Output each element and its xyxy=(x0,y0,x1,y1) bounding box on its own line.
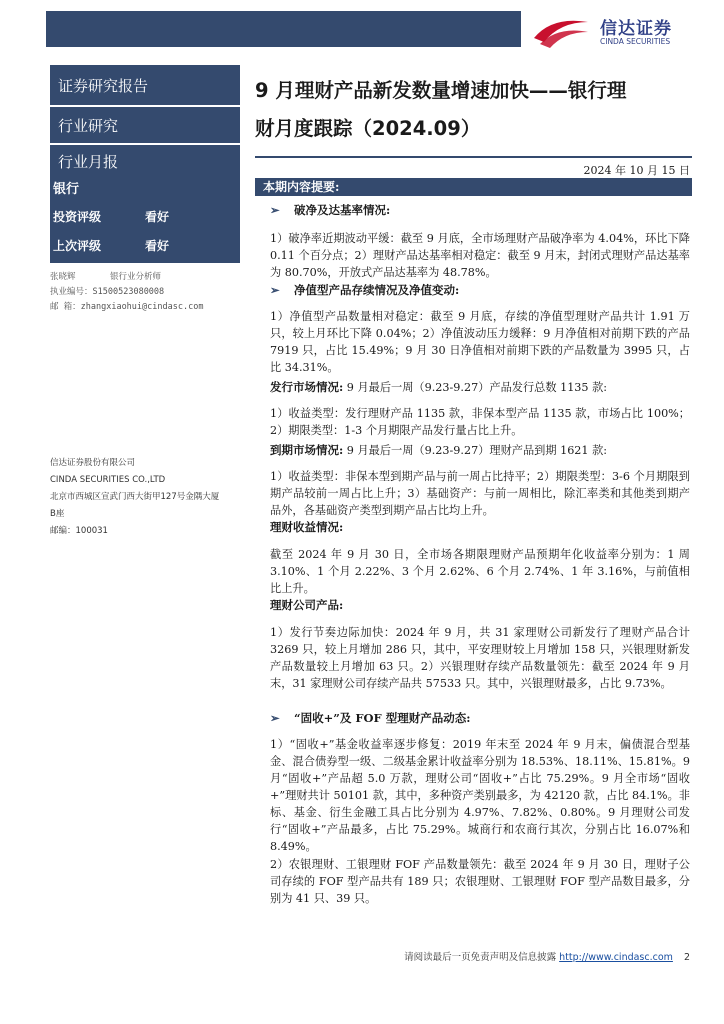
rating-label: 投资评级 xyxy=(53,210,102,224)
company-info xyxy=(50,455,245,540)
section-heading-text: 破净及达基率情况: xyxy=(294,203,391,217)
footer-link[interactable]: http://www.cindasc.com xyxy=(559,952,673,963)
analyst-role: 银行业分析师 xyxy=(110,272,162,282)
section-heading-2 xyxy=(270,282,690,299)
section-heading-text: 发行市场情况: xyxy=(270,380,344,394)
paragraph-3: 1）收益类型：发行理财产品 1135 款，非保本型产品 1135 款，市场占比 100%；2）期限类型：1-3 个月期限产品发行量占比上升。 xyxy=(270,407,690,437)
analyst-email[interactable]: zhangxiaohui@cindasc.com xyxy=(80,302,204,312)
paragraph-8: 2）农银理财、工银理财 FOF 产品数量领先：截至 2024 年 9 月 30 日，理财子公司存续的 FOF 型产品共有 189 只；农银理财、工银理财 FOF 型产品数目最多，分别为 41 只、39 只。 xyxy=(270,858,690,905)
paragraph-7: 1）“固收+”基金收益率逐步修复：2019 年末至 2024 年 9 月末，偏债混合型基金、混合债券型一级、二级基金累计收益率分别为 18.53%、18.11%、15.81%。9 月“固收+”产品超 5.0 万款，理财公司“固收+”占比 75.29%。9 月全市场“固收+”理财共计 50101 款，其中，多种资产类别最多，为 42120 款，占比 84.1%。非标、基金、衍生金融工具占比分别为 4.97%、7.82%、0.80%。9 月理财公司发行“固收+”产品最多，占比 75.29%。城商行和农商行其次，分别占比 16.07%和 8.49%。 xyxy=(270,738,690,853)
section-heading-text: 到期市场情况: xyxy=(270,443,344,457)
prev-rating-value: 看好 xyxy=(145,239,170,253)
company-address-2: B座 xyxy=(50,509,65,519)
paragraph-6: 1）发行节奏边际加快：2024 年 9 月，共 31 家理财公司新发行了理财产品合计 3269 只，较上月增加 286 只，其中，平安理财较上月增加 158 只，兴银理财新发产品数量较上月增加 63 只。2）兴银理财存续产品数量领先：截至 2024 年 9 月末，31 家理财公司存续产品共 57533 只。其中，兴银理财最多，占比 9.73%。 xyxy=(270,626,690,690)
section-heading-text: 净值型产品存续情况及净值变动: xyxy=(294,283,460,297)
email-label: 邮 箱： xyxy=(50,302,81,312)
section-heading-7 xyxy=(270,710,690,727)
logo-name-cn: 信达证券 xyxy=(600,19,672,39)
report-type-label: 证券研究报告 xyxy=(50,65,240,105)
section-heading-4 xyxy=(270,442,690,459)
arrow-icon: ➢ xyxy=(270,711,280,725)
cinda-logo xyxy=(530,12,710,52)
paragraph-4: 1）收益类型：非保本型到期产品与前一周占比持平；2）期限类型：3-6 个月期限到期产品较前一周占比上升；3）基础资产：与前一周相比，除汇率类和其他类到期产品外，各基础资产类型到期产品占比均上升。 xyxy=(270,470,690,517)
summary-heading: 本期内容提要: xyxy=(255,178,692,196)
arrow-icon: ➢ xyxy=(270,283,280,297)
rating-value: 看好 xyxy=(145,210,170,224)
title-line-2: 财月度跟踪（2024.09） xyxy=(255,117,481,140)
section-heading-detail: 9 月最后一周（9.23-9.27）产品发行总数 1135 款: xyxy=(343,381,608,394)
arrow-icon: ➢ xyxy=(270,203,280,217)
title-divider xyxy=(255,156,692,158)
disclaimer-note: 请阅读最后一页免责声明及信息披露 xyxy=(404,952,557,963)
analyst-info xyxy=(50,270,250,315)
section-heading-1 xyxy=(270,202,690,219)
title-line-1: 9 月理财产品新发数量增速加快——银行理 xyxy=(255,79,627,102)
paragraph-2: 1）净值型产品数量相对稳定：截至 9 月底，存续的净值型理财产品共计 1.91 万只，较上月环比下降 0.04%；2）净值波动压力缓释：9 月净值相对前期下跌的产品 7919 只，占比 15.49%；9 月 30 日净值相对前期下跌的产品数量为 3995 只，占比 34.31%。 xyxy=(270,310,690,374)
company-postcode: 邮编：100031 xyxy=(50,526,108,536)
logo-swoosh-icon xyxy=(530,12,592,54)
section-heading-5: 理财收益情况: xyxy=(270,520,344,534)
report-kind-label: 行业月报 xyxy=(50,145,240,177)
section-heading-3 xyxy=(270,379,690,396)
cert-number: S1500523080008 xyxy=(92,287,165,297)
analyst-name: 张晓辉 xyxy=(50,272,76,282)
logo-name-en: CINDA SECURITIES xyxy=(600,37,671,46)
company-address-1: 北京市西城区宣武门西大街甲127号金隅大厦 xyxy=(50,492,220,502)
report-title xyxy=(255,72,695,148)
cert-label: 执业编号： xyxy=(50,287,93,297)
paragraph-1: 1）破净率近期波动平缓：截至 9 月底，全市场理财产品破净率为 4.04%，环比下降 0.11 个百分点；2）理财产品达基率相对稳定：截至 9 月末，封闭式理财产品达基率为 80.70%，开放式产品达基率为 48.78%。 xyxy=(270,232,690,279)
report-date: 2024 年 10 月 15 日 xyxy=(583,164,690,177)
header-bar xyxy=(46,11,521,47)
page-number: 2 xyxy=(683,952,690,963)
sector-rating-block xyxy=(50,177,240,263)
section-heading-6: 理财公司产品: xyxy=(270,598,344,612)
category-label: 行业研究 xyxy=(50,107,240,143)
section-heading-text: “固收+”及 FOF 型理财产品动态: xyxy=(294,711,471,725)
page-footer xyxy=(360,949,690,963)
sector-label: 银行 xyxy=(53,182,80,197)
company-name-cn: 信达证券股份有限公司 xyxy=(50,458,136,468)
paragraph-5: 截至 2024 年 9 月 30 日，全市场各期限理财产品预期年化收益率分别为：1 周 3.10%、1 个月 2.22%、3 个月 2.62%、6 个月 2.74%、1 年 3.16%，与前值相比上升。 xyxy=(270,548,690,595)
section-heading-detail: 9 月最后一周（9.23-9.27）理财产品到期 1621 款: xyxy=(343,444,608,457)
company-name-en: CINDA SECURITIES CO.,LTD xyxy=(50,475,166,485)
prev-rating-label: 上次评级 xyxy=(53,239,102,253)
